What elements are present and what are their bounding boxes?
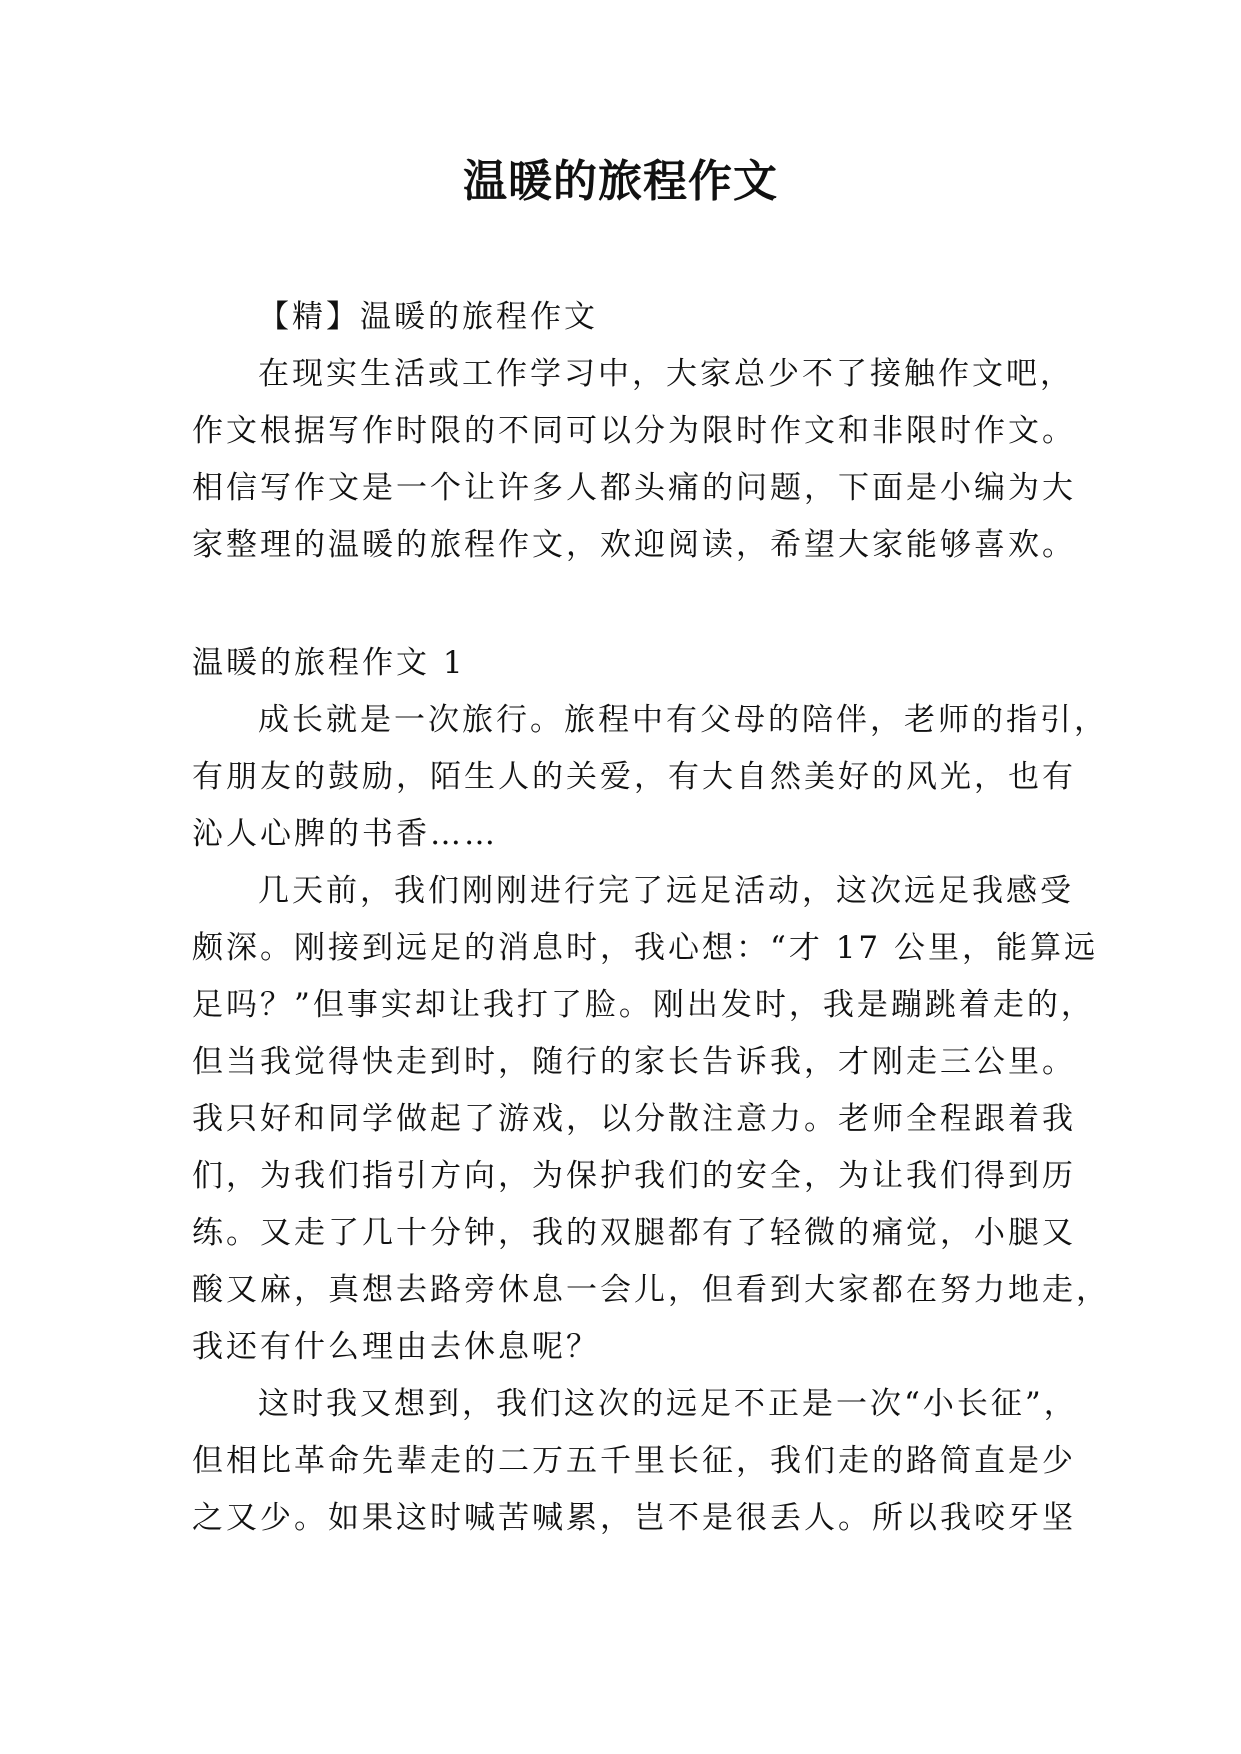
intro-line: 作文根据写作时限的不同可以分为限时作文和非限时作文。 [192,413,1076,449]
essay-section [192,635,1110,1547]
paragraph-line: 这时我又想到，我们这次的远足不正是一次“小长征”， [258,1386,1078,1422]
intro-line: 家整理的温暖的旅程作文，欢迎阅读，希望大家能够喜欢。 [192,527,1076,563]
paragraph-line: 酸又麻，真想去路旁休息一会儿，但看到大家都在努力地走， [192,1272,1110,1308]
paragraph-line: 们，为我们指引方向，为保护我们的安全，为让我们得到历 [192,1158,1076,1194]
paragraph-line: 练。又走了几十分钟，我的双腿都有了轻微的痛觉，小腿又 [192,1215,1076,1251]
paragraph-line: 颇深。刚接到远足的消息时，我心想：“才 17 公里，能算远 [192,930,1098,966]
intro-line: 相信写作文是一个让许多人都头痛的问题，下面是小编为大 [192,470,1076,506]
paragraph-line: 之又少。如果这时喊苦喊累，岂不是很丢人。所以我咬牙坚 [192,1500,1076,1536]
paragraph-line: 有朋友的鼓励，陌生人的关爱，有大自然美好的风光，也有 [192,759,1076,795]
intro-line: 在现实生活或工作学习中，大家总少不了接触作文吧， [258,356,1074,392]
paragraph-line: 足吗？”但事实却让我打了脸。刚出发时，我是蹦跳着走的， [192,987,1095,1023]
paragraph-line: 几天前，我们刚刚进行完了远足活动，这次远足我感受 [258,873,1074,909]
intro-label: 【精】温暖的旅程作文 [258,299,598,335]
paragraph-line: 但当我觉得快走到时，随行的家长告诉我，才刚走三公里。 [192,1044,1076,1080]
paragraph-line: 我只好和同学做起了游戏，以分散注意力。老师全程跟着我 [192,1101,1076,1137]
paragraph-line: 我还有什么理由去休息呢？ [192,1329,600,1365]
section-heading: 温暖的旅程作文 1 [192,645,466,681]
intro-block [192,289,1076,574]
paragraph-line: 但相比革命先辈走的二万五千里长征，我们走的路简直是少 [192,1443,1076,1479]
paragraph-line: 成长就是一次旅行。旅程中有父母的陪伴，老师的指引， [258,702,1108,738]
paragraph-line: 沁人心脾的书香…… [192,816,498,852]
document-title: 温暖的旅程作文 [463,156,778,207]
